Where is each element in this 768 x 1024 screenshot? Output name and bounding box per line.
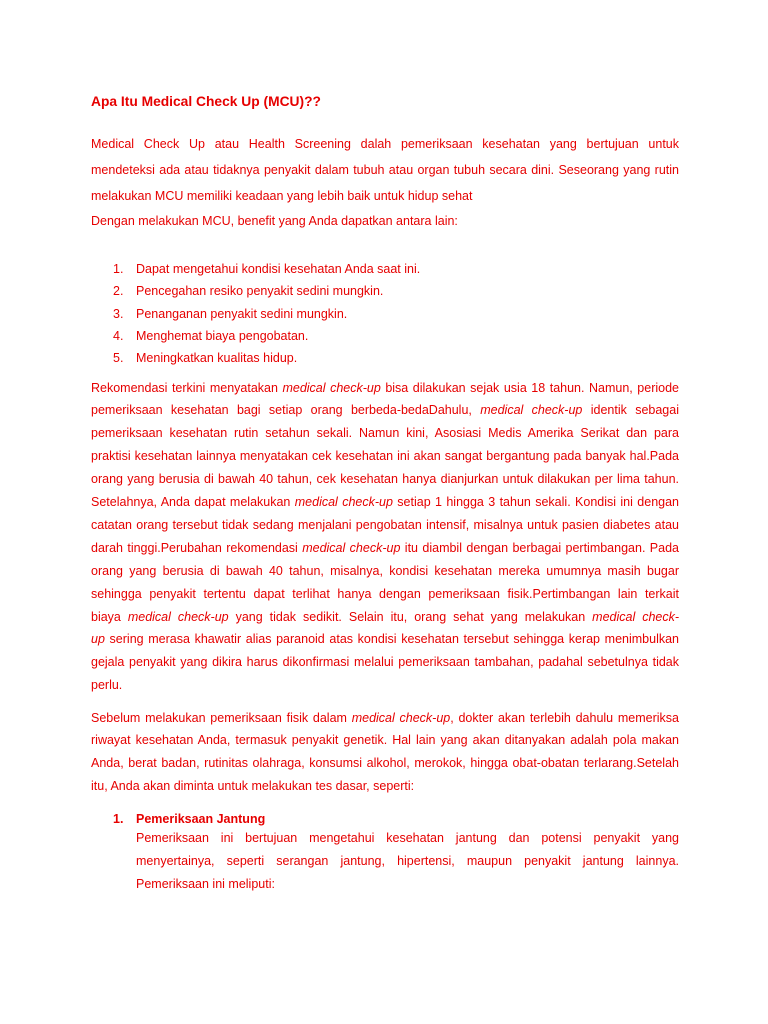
list-number: 5. [113, 351, 124, 366]
italic-term: medical check-up [127, 609, 229, 624]
paragraph-line [91, 422, 679, 445]
text-run: , dokter akan terlebih dahulu memeriksa [450, 710, 679, 725]
text-run: pemeriksaan kesehatan rutin setahun sekali. Namun kini, Asosiasi Medis Amerika Serikat dan para [91, 426, 679, 441]
italic-term: medical check-up [480, 403, 583, 418]
paragraph-line: melakukan MCU memiliki keadaan yang lebih baik untuk hidup sehat [91, 189, 473, 203]
paragraph-pre-exam [91, 707, 679, 798]
paragraph-line [91, 606, 679, 629]
paragraph-line: Pemeriksaan ini bertujuan mengetahui kesehatan jantung dan potensi penyakit yang [136, 830, 679, 845]
text-run: darah tinggi.Perubahan rekomendasi [91, 540, 303, 555]
italic-term: medical check- [592, 609, 680, 624]
paragraph-line [91, 445, 679, 468]
paragraph-line [91, 514, 679, 537]
italic-term: medical check-up [282, 380, 381, 395]
list-item [91, 303, 679, 325]
paragraph-line: Medical Check Up atau Health Screening dalah pemeriksaan kesehatan yang bertujuan untuk [91, 137, 679, 151]
paragraph-intro [91, 131, 679, 233]
paragraph-line: Pemeriksaan ini meliputi: [136, 876, 275, 891]
list-item [91, 258, 679, 280]
paragraph-line [91, 377, 679, 400]
italic-term: medical check-up [294, 495, 393, 510]
paragraph-line [91, 752, 679, 775]
paragraph-recommendation [91, 377, 679, 698]
test-title: Pemeriksaan Jantung [136, 812, 266, 826]
text-run: itu diambil dengan berbagai pertimbangan. Pada [400, 540, 679, 555]
paragraph-line: mendeteksi ada atau tidaknya penyakit dalam tubuh atau organ tubuh secara dini. Seseorang yang rutin [91, 163, 679, 177]
text-run: setiap 1 hingga 3 tahun sekali. Kondisi ini dengan [392, 495, 679, 510]
list-number: 2. [113, 284, 124, 299]
paragraph-line [91, 775, 679, 798]
text-run: Sebelum melakukan pemeriksaan fisik dalam [91, 710, 352, 725]
test-number: 1. [113, 812, 124, 826]
paragraph-line [91, 651, 679, 674]
text-run: riwayat kesehatan Anda, termasuk penyakit genetik. Hal lain yang akan ditanyakan adalah pola makan [91, 733, 679, 748]
paragraph-line [91, 537, 679, 560]
text-run: sehingga penyakit tertentu dapat terlihat hanya dengan pemeriksaan fisik.Pertimbangan lain terkait [91, 586, 679, 601]
paragraph-line [91, 399, 679, 422]
list-item-text: Penanganan penyakit sedini mungkin. [136, 306, 348, 321]
paragraph-line [91, 560, 679, 583]
test-description [136, 827, 679, 896]
text-run: orang yang berusia di bawah 40 tahun, cek kesehatan hanya dianjurkan untuk dilakukan per lima tahun. [91, 472, 679, 487]
paragraph-line [91, 468, 679, 491]
list-item-text: Dapat mengetahui kondisi kesehatan Anda saat ini. [136, 262, 421, 276]
paragraph-line [91, 628, 679, 651]
text-run: bisa dilakukan sejak usia 18 tahun. Namun, periode [380, 380, 680, 395]
list-item [91, 325, 679, 347]
text-run: sering merasa khawatir alias paranoid atas kondisi kesehatan tersebut sehingga kerap menimbulkan [104, 632, 679, 647]
list-item-text: Pencegahan resiko penyakit sedini mungkin. [136, 284, 384, 299]
text-run: catatan orang tersebut tidak sedang menjalani pengobatan intensif, misalnya untuk pasien diabetes atau [91, 517, 679, 532]
paragraph-line [91, 707, 679, 730]
paragraph-line: Dengan melakukan MCU, benefit yang Anda dapatkan antara lain: [91, 214, 458, 228]
text-run: biaya [91, 609, 128, 624]
paragraph-line: menyertainya, seperti serangan jantung, hipertensi, maupun penyakit jantung lainnya. [136, 853, 679, 868]
paragraph-line [91, 583, 679, 606]
paragraph-line [91, 491, 679, 514]
italic-term: up [91, 632, 105, 647]
text-run: perlu. [91, 678, 123, 693]
italic-term: medical check-up [351, 710, 451, 725]
text-run: identik sebagai [582, 403, 679, 418]
paragraph-line [91, 674, 679, 697]
italic-term: medical check-up [302, 540, 401, 555]
list-item [91, 280, 679, 302]
text-run: yang tidak sedikit. Selain itu, orang sehat yang melakukan [228, 609, 593, 624]
text-run: Setelahnya, Anda dapat melakukan [91, 495, 295, 510]
text-run: itu, Anda akan diminta untuk melakukan tes dasar, seperti: [91, 778, 415, 793]
list-number: 1. [113, 262, 124, 276]
text-run: orang yang berusia di bawah 40 tahun, misalnya, kondisi kesehatan mereka umumnya masih bugar [91, 563, 679, 578]
text-run: Rekomendasi terkini menyatakan [91, 380, 283, 395]
document-title: Apa Itu Medical Check Up (MCU)?? [91, 94, 321, 109]
text-run: praktisi kesehatan lainnya menyatakan cek kesehatan ini akan sangat bergantung pada banyak hal.Pada [91, 449, 679, 464]
list-item [91, 347, 679, 369]
list-number: 3. [113, 306, 124, 321]
paragraph-line [91, 729, 679, 752]
list-item-text: Menghemat biaya pengobatan. [136, 328, 309, 343]
text-run: Anda, berat badan, rutinitas olahraga, konsumsi alkohol, merokok, hingga obat-obatan terlarang.Setelah [91, 756, 679, 770]
text-run: pemeriksaan kesehatan bagi setiap orang berbeda-bedaDahulu, [91, 403, 481, 418]
list-number: 4. [113, 328, 124, 343]
benefits-list [91, 258, 679, 369]
text-run: gejala penyakit yang dikira harus dikonfirmasi melalui pemeriksaan tambahan, padahal sebetulnya tidak [91, 655, 679, 670]
list-item-text: Meningkatkan kualitas hidup. [136, 351, 298, 366]
